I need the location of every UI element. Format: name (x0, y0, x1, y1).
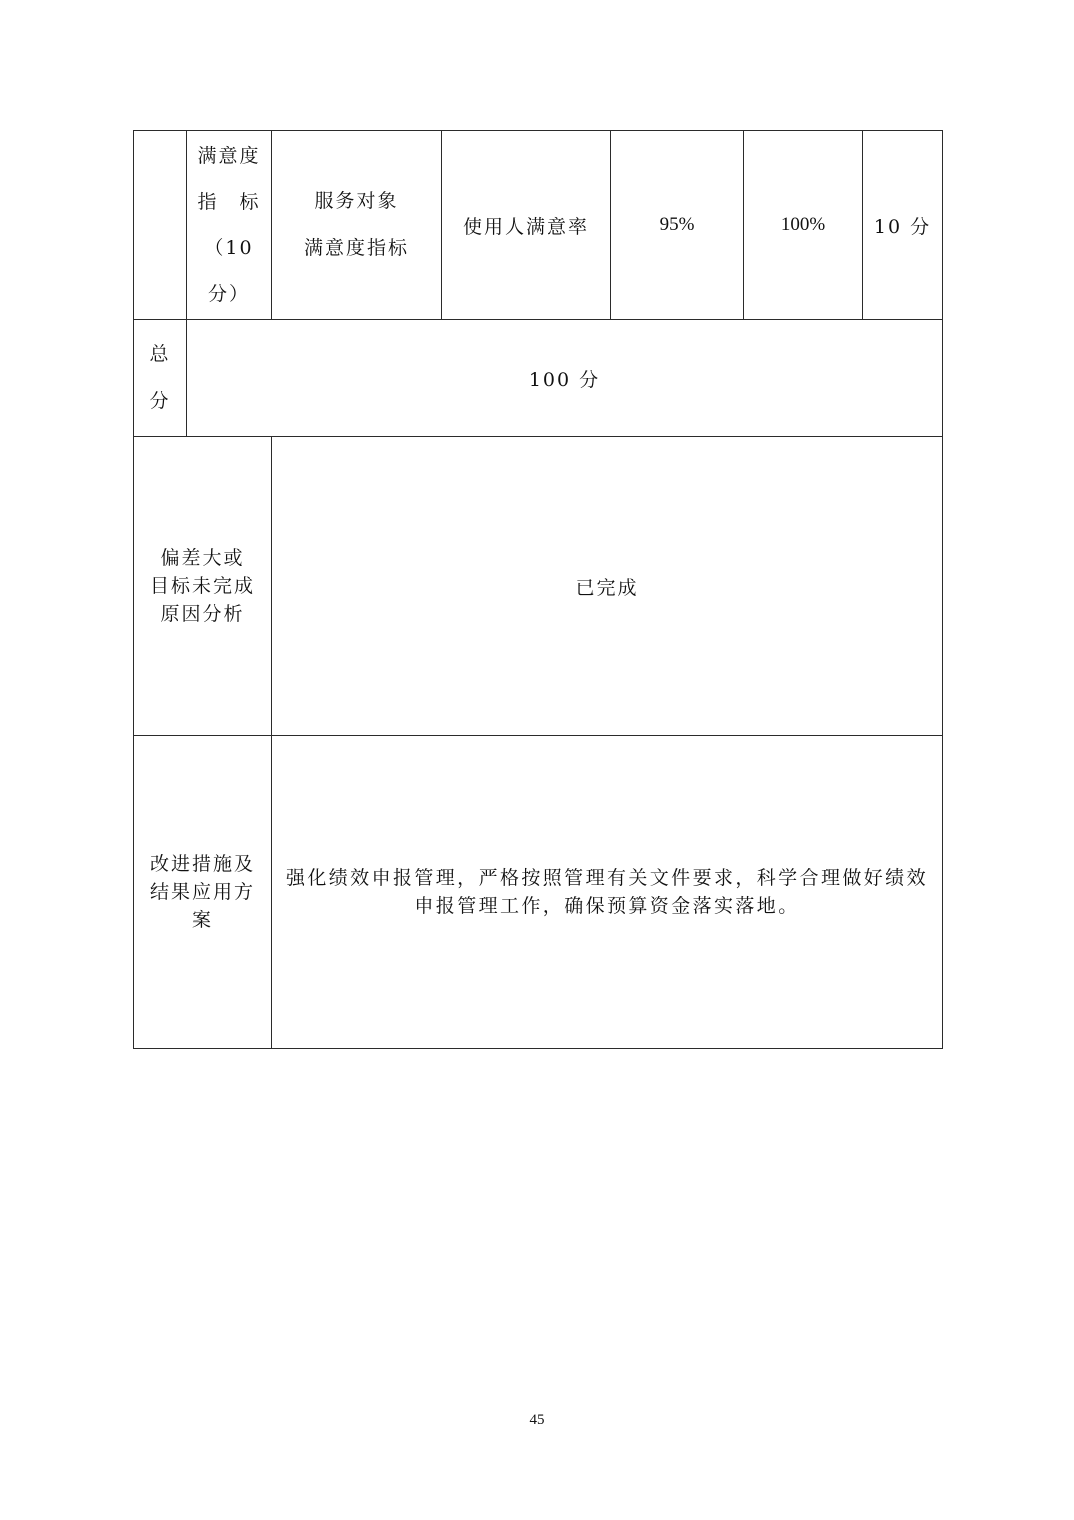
improvement-content-cell: 强化绩效申报管理，严格按照管理有关文件要求，科学合理做好绩效申报管理工作，确保预算资金落实落地。 (272, 736, 943, 1049)
category-line: 满意度 (197, 145, 261, 167)
category-line: 分） (207, 283, 250, 305)
deviation-label-line: 偏差大或 (160, 547, 245, 569)
target-value-cell: 95% (611, 131, 744, 320)
page-number: 45 (529, 1412, 545, 1428)
subcategory-cell (272, 131, 442, 320)
satisfaction-category-cell (187, 131, 272, 320)
total-value-cell: 100 分 (187, 320, 943, 437)
score-cell: 10 分 (863, 131, 943, 320)
satisfaction-row (134, 131, 943, 320)
subcategory-line: 服务对象 (314, 190, 399, 212)
total-label-line: 分 (149, 390, 171, 412)
deviation-label-line: 原因分析 (160, 603, 245, 625)
improvement-label-line: 改进措施及 (149, 853, 255, 875)
performance-evaluation-table (133, 130, 943, 1049)
total-row (134, 320, 943, 437)
deviation-row (134, 437, 943, 736)
blank-first-level-cell (134, 131, 187, 320)
actual-value-cell: 100% (744, 131, 863, 320)
improvement-label-line: 结果应用方 (149, 881, 255, 903)
improvement-label-cell (134, 736, 272, 1049)
category-line: 指 标 (197, 191, 261, 213)
improvement-row (134, 736, 943, 1049)
improvement-label-line: 案 (191, 909, 213, 931)
deviation-label-line: 目标未完成 (149, 575, 255, 597)
total-label-cell (134, 320, 187, 437)
indicator-cell: 使用人满意率 (442, 131, 611, 320)
category-line: （10 (204, 237, 254, 259)
subcategory-line: 满意度指标 (303, 237, 409, 259)
total-label-line: 总 (149, 343, 171, 365)
deviation-content-cell: 已完成 (272, 437, 943, 736)
deviation-label-cell (134, 437, 272, 736)
